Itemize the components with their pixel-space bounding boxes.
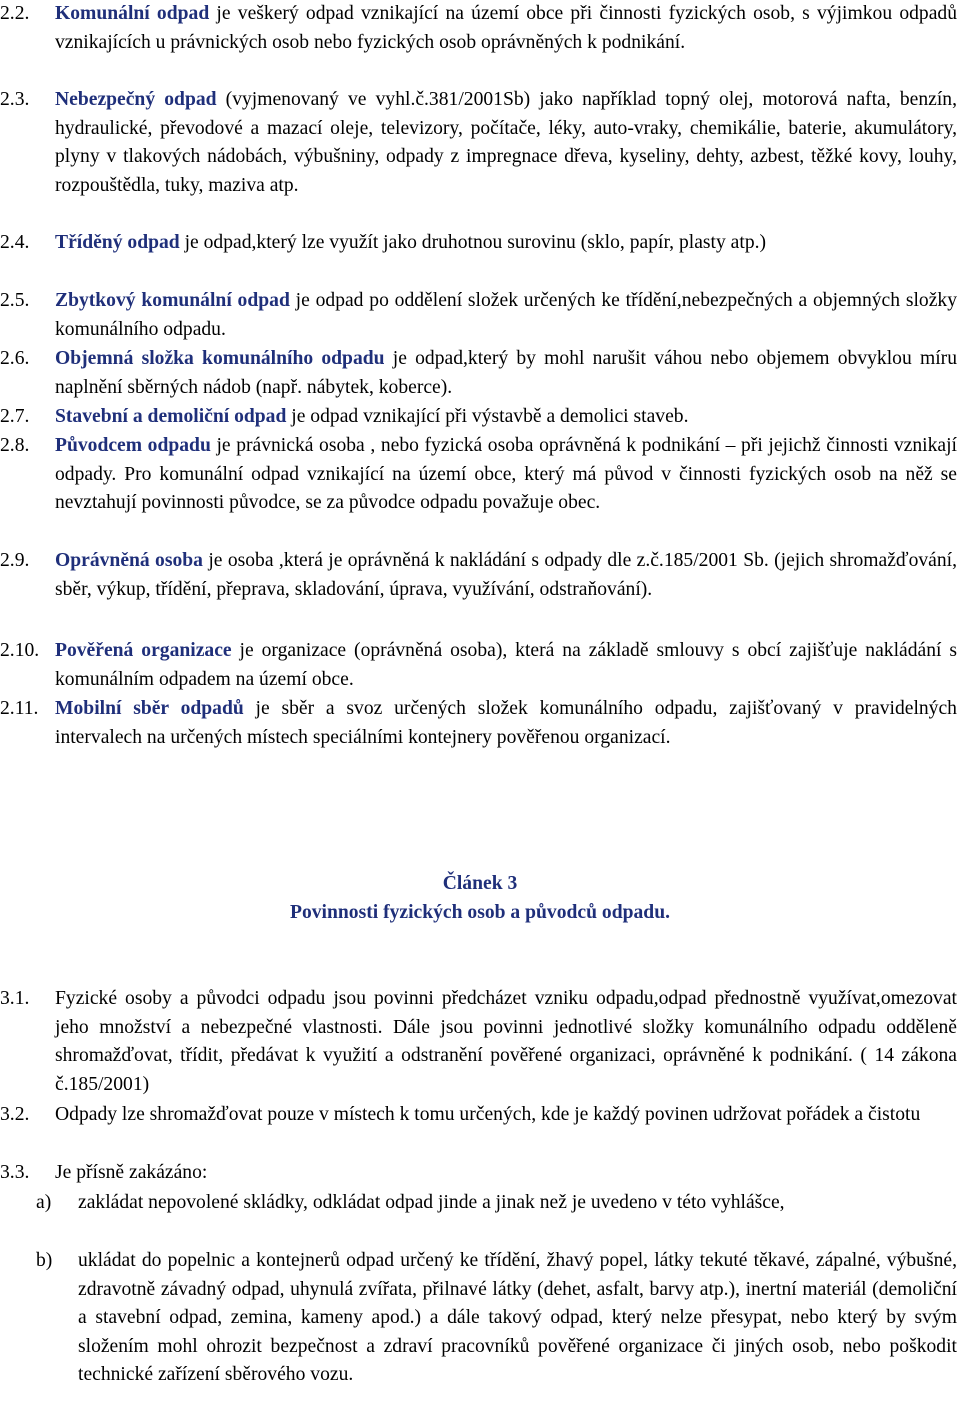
subitem-letter: a): [36, 1192, 52, 1213]
definition-2-2: [0, 0, 957, 57]
item-body: [55, 637, 957, 694]
item-number: 3.3.: [0, 1162, 30, 1183]
item-number: 3.2.: [0, 1104, 30, 1125]
definition-2-3: [0, 86, 957, 200]
clause-3-3: [0, 1159, 957, 1188]
subitem-b: [0, 1247, 957, 1390]
item-text: je odpad,který by mohl narušit váhou nebo objemem obvyklou míru naplnění sběrných nádob (např. nábytek, koberce).: [55, 348, 957, 398]
item-number: 2.3.: [0, 89, 30, 110]
item-body: [55, 345, 957, 402]
item-term: Nebezpečný odpad: [55, 89, 217, 110]
item-number: 2.7.: [0, 406, 30, 427]
item-number: 2.2.: [0, 3, 30, 24]
definition-2-9: [0, 547, 957, 604]
subitem-letter: b): [36, 1250, 53, 1271]
subitem-text: zakládat nepovolené skládky, odkládat odpad jinde a jinak než je uvedeno v této vyhlášce,: [78, 1192, 785, 1213]
item-number: 2.8.: [0, 435, 30, 456]
subitem-text: ukládat do popelnic a kontejnerů odpad určený ke třídění, žhavý popel, látky tekuté těkavé, zápalné, výbušné, zdravotně závadný odpad, uhynulá zvířata, přilnavé látky (dehet, asfalt, barvy atp.), inertní materiál (demoliční a stavební odpad, zemina, kameny apod.) a dále takový odpad, který nelze přesypat, nebo který by svým složením mohl ohrozit bezpečnost a zdraví pracovníků pověřené organizace či jiných osob, nebo poškodit technické zařízení sběrového vozu.: [78, 1250, 957, 1386]
item-term: Objemná složka komunálního odpadu: [55, 348, 385, 369]
item-term: Zbytkový komunální odpad: [55, 290, 290, 311]
item-text: je právnická osoba , nebo fyzická osoba oprávněná k podnikání – při jejichž činnosti vznikají odpady. Pro komunální odpad vznikající na území obce, který má původ v činnosti fyzických osob na něž se nevztahují povinnosti původce, se za původce odpadu považuje obec.: [55, 435, 957, 514]
definition-2-7: [0, 403, 957, 432]
item-number: 2.5.: [0, 290, 30, 311]
item-term: Pověřená organizace: [55, 640, 232, 661]
item-text: je odpad po oddělení složek určených ke třídění,nebezpečných a objemných složky komunálního odpadu.: [55, 290, 957, 340]
item-term: Komunální odpad: [55, 3, 210, 24]
definition-2-10: [0, 637, 957, 694]
item-body: [55, 0, 957, 57]
item-text: (vyjmenovaný ve vyhl.č.381/2001Sb) jako například topný olej, motorová nafta, benzín, hydraulické, převodové a mazací oleje, televizory, počítače, léky, auto-vraky, chemikálie, baterie, akumulátory, plyny v tlakových nádobách, výbušniny, odpady z impregnace dřeva, kyseliny, dehty, azbest, těžké kovy, louhy, rozpouštědla, tuky, maziva atp.: [55, 89, 957, 196]
item-body: Odpady lze shromažďovat pouze v místech k tomu určených, kde je každý povinen udržovat pořádek a čistotu: [55, 1104, 921, 1125]
definition-2-6: [0, 345, 957, 402]
definition-2-11: [0, 695, 957, 752]
item-number: 2.10.: [0, 640, 40, 661]
item-body: [55, 695, 957, 752]
item-body: [55, 229, 957, 258]
item-text: je osoba ,která je oprávněná k nakládání s odpady dle z.č.185/2001 Sb. (jejich shromažďování, sběr, výkup, třídění, přeprava, skladování, úprava, využívání, odstraňování).: [55, 550, 957, 600]
item-body: [55, 403, 957, 432]
article-subtitle: Povinnosti fyzických osob a původců odpadu.: [289, 902, 670, 923]
item-number: 2.9.: [0, 550, 30, 571]
item-number: 2.6.: [0, 348, 30, 369]
item-body: [55, 432, 957, 518]
clause-3-1: [0, 985, 957, 1099]
item-number: 2.4.: [0, 232, 30, 253]
item-term: Stavební a demoliční odpad: [55, 406, 287, 427]
item-body: [55, 287, 957, 344]
item-text: je veškerý odpad vznikající na území obce při činnosti fyzických osob, s výjimkou odpadů vznikajících u právnických osob nebo fyzických osob oprávněných k podnikání.: [55, 3, 957, 53]
item-text: je sběr a svoz určených složek komunálního odpadu, zajišťovaný v pravidelných intervalech na určených místech speciálními kontejnery pověřenou organizací.: [55, 698, 957, 748]
item-number: 2.11.: [0, 698, 39, 719]
item-text: je odpad,který lze využít jako druhotnou surovinu (sklo, papír, plasty atp.): [179, 232, 767, 253]
item-body: [55, 547, 957, 604]
item-body: Je přísně zakázáno:: [55, 1162, 208, 1183]
item-number: 3.1.: [0, 988, 30, 1009]
subitem-a: [0, 1189, 900, 1218]
definition-2-8: [0, 432, 957, 518]
article-title: Článek 3: [442, 873, 518, 894]
item-text: je odpad vznikající při výstavbě a demolici staveb.: [286, 406, 689, 427]
item-body: [55, 86, 957, 200]
item-text: je organizace (oprávněná osoba), která na základě smlouvy s obcí zajišťuje nakládání s komunálním odpadem na území obce.: [55, 640, 958, 690]
item-term: Oprávněná osoba: [55, 550, 203, 571]
item-term: Mobilní sběr odpadů: [55, 698, 244, 719]
definition-2-4: [0, 229, 957, 258]
item-body: Fyzické osoby a původci odpadu jsou povinni předcházet vzniku odpadu,odpad přednostně využívat,omezovat jeho množství a nebezpečné vlastnosti. Dále jsou povinni jednotlivé složky komunálního odpadu odděleně shromažďovat, třídit, předávat k využití a odstranění pověřené organizaci, oprávněné k podnikání. ( 14 zákona č.185/2001): [55, 988, 957, 1095]
item-term: Původcem odpadu: [55, 435, 211, 456]
item-term: Tříděný odpad: [55, 232, 180, 253]
definition-2-5: [0, 287, 957, 344]
clause-3-2: [0, 1101, 957, 1130]
